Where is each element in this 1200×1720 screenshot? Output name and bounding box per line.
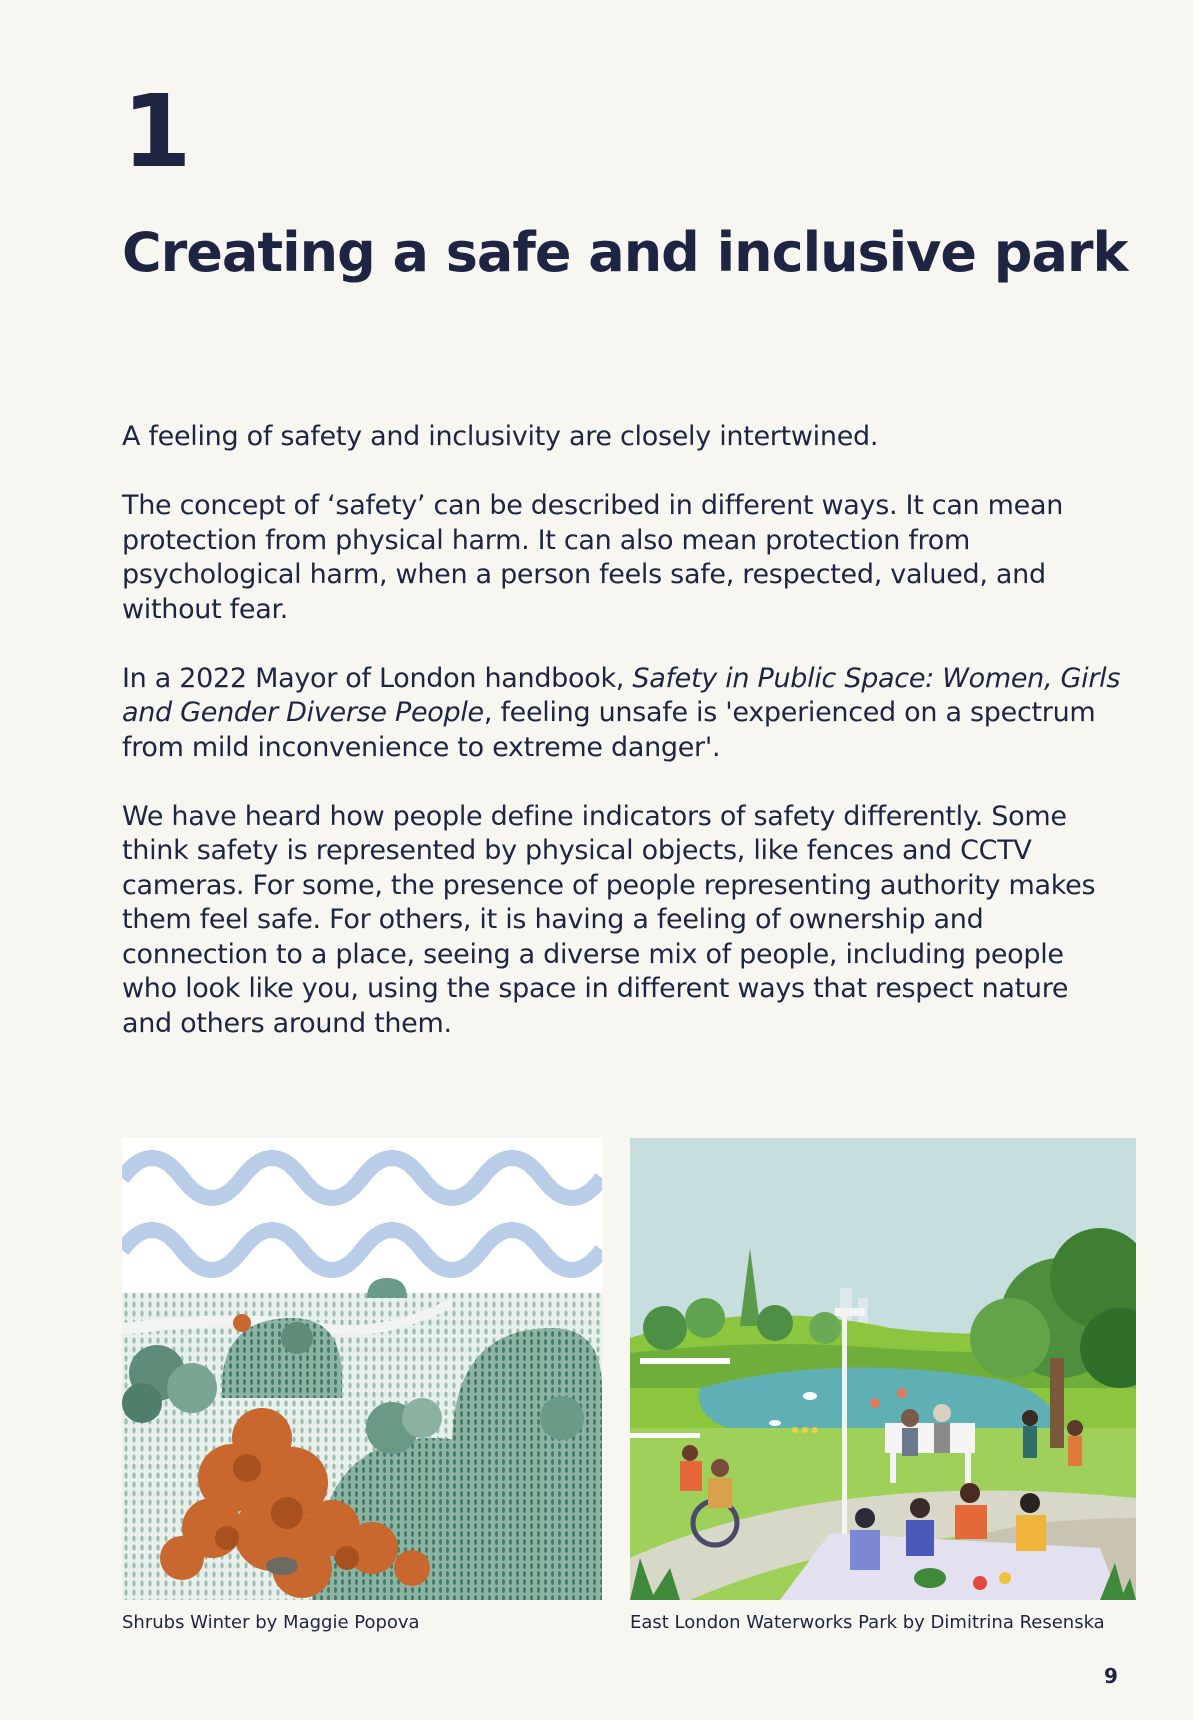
page-number: 9 <box>1104 1664 1118 1688</box>
chapter-number: 1 <box>122 73 190 190</box>
body-text <box>122 420 1122 1076</box>
paragraph-handbook <box>122 662 1122 766</box>
paragraph-indicators: We have heard how people define indicators of safety differently. Some think safety is represented by physical objects, like fences and CCTV cameras. For some, the presence of people representing authority makes them feel safe. For others, it is having a feeling of ownership and connection to a place, seeing a diverse mix of people, including people who look like you, using the space in different ways that respect nature and others around them. <box>122 800 1096 1039</box>
paragraph-intro: A feeling of safety and inclusivity are closely intertwined. <box>122 421 879 452</box>
shrubs-winter-illustration <box>122 1138 602 1600</box>
caption-shrubs-winter: Shrubs Winter by Maggie Popova <box>122 1612 420 1633</box>
chapter-title: Creating a safe and inclusive park <box>122 221 1128 284</box>
waterworks-park-illustration <box>630 1138 1136 1600</box>
handbook-text-after: , feeling unsafe is 'experienced on a spectrum from mild inconvenience to extreme danger'. <box>122 697 1096 763</box>
paragraph-safety-concept: The concept of ‘safety’ can be described in different ways. It can mean protection from physical harm. It can also mean protection from psychological harm, when a person feels safe, respected, valued, and without fear. <box>122 490 1064 625</box>
caption-waterworks-park: East London Waterworks Park by Dimitrina Resenska <box>630 1612 1105 1633</box>
handbook-title: Safety in Public Space: Women, Girls and Gender Diverse People <box>122 662 1121 728</box>
handbook-text-before: In a 2022 Mayor of London handbook, <box>122 662 633 694</box>
